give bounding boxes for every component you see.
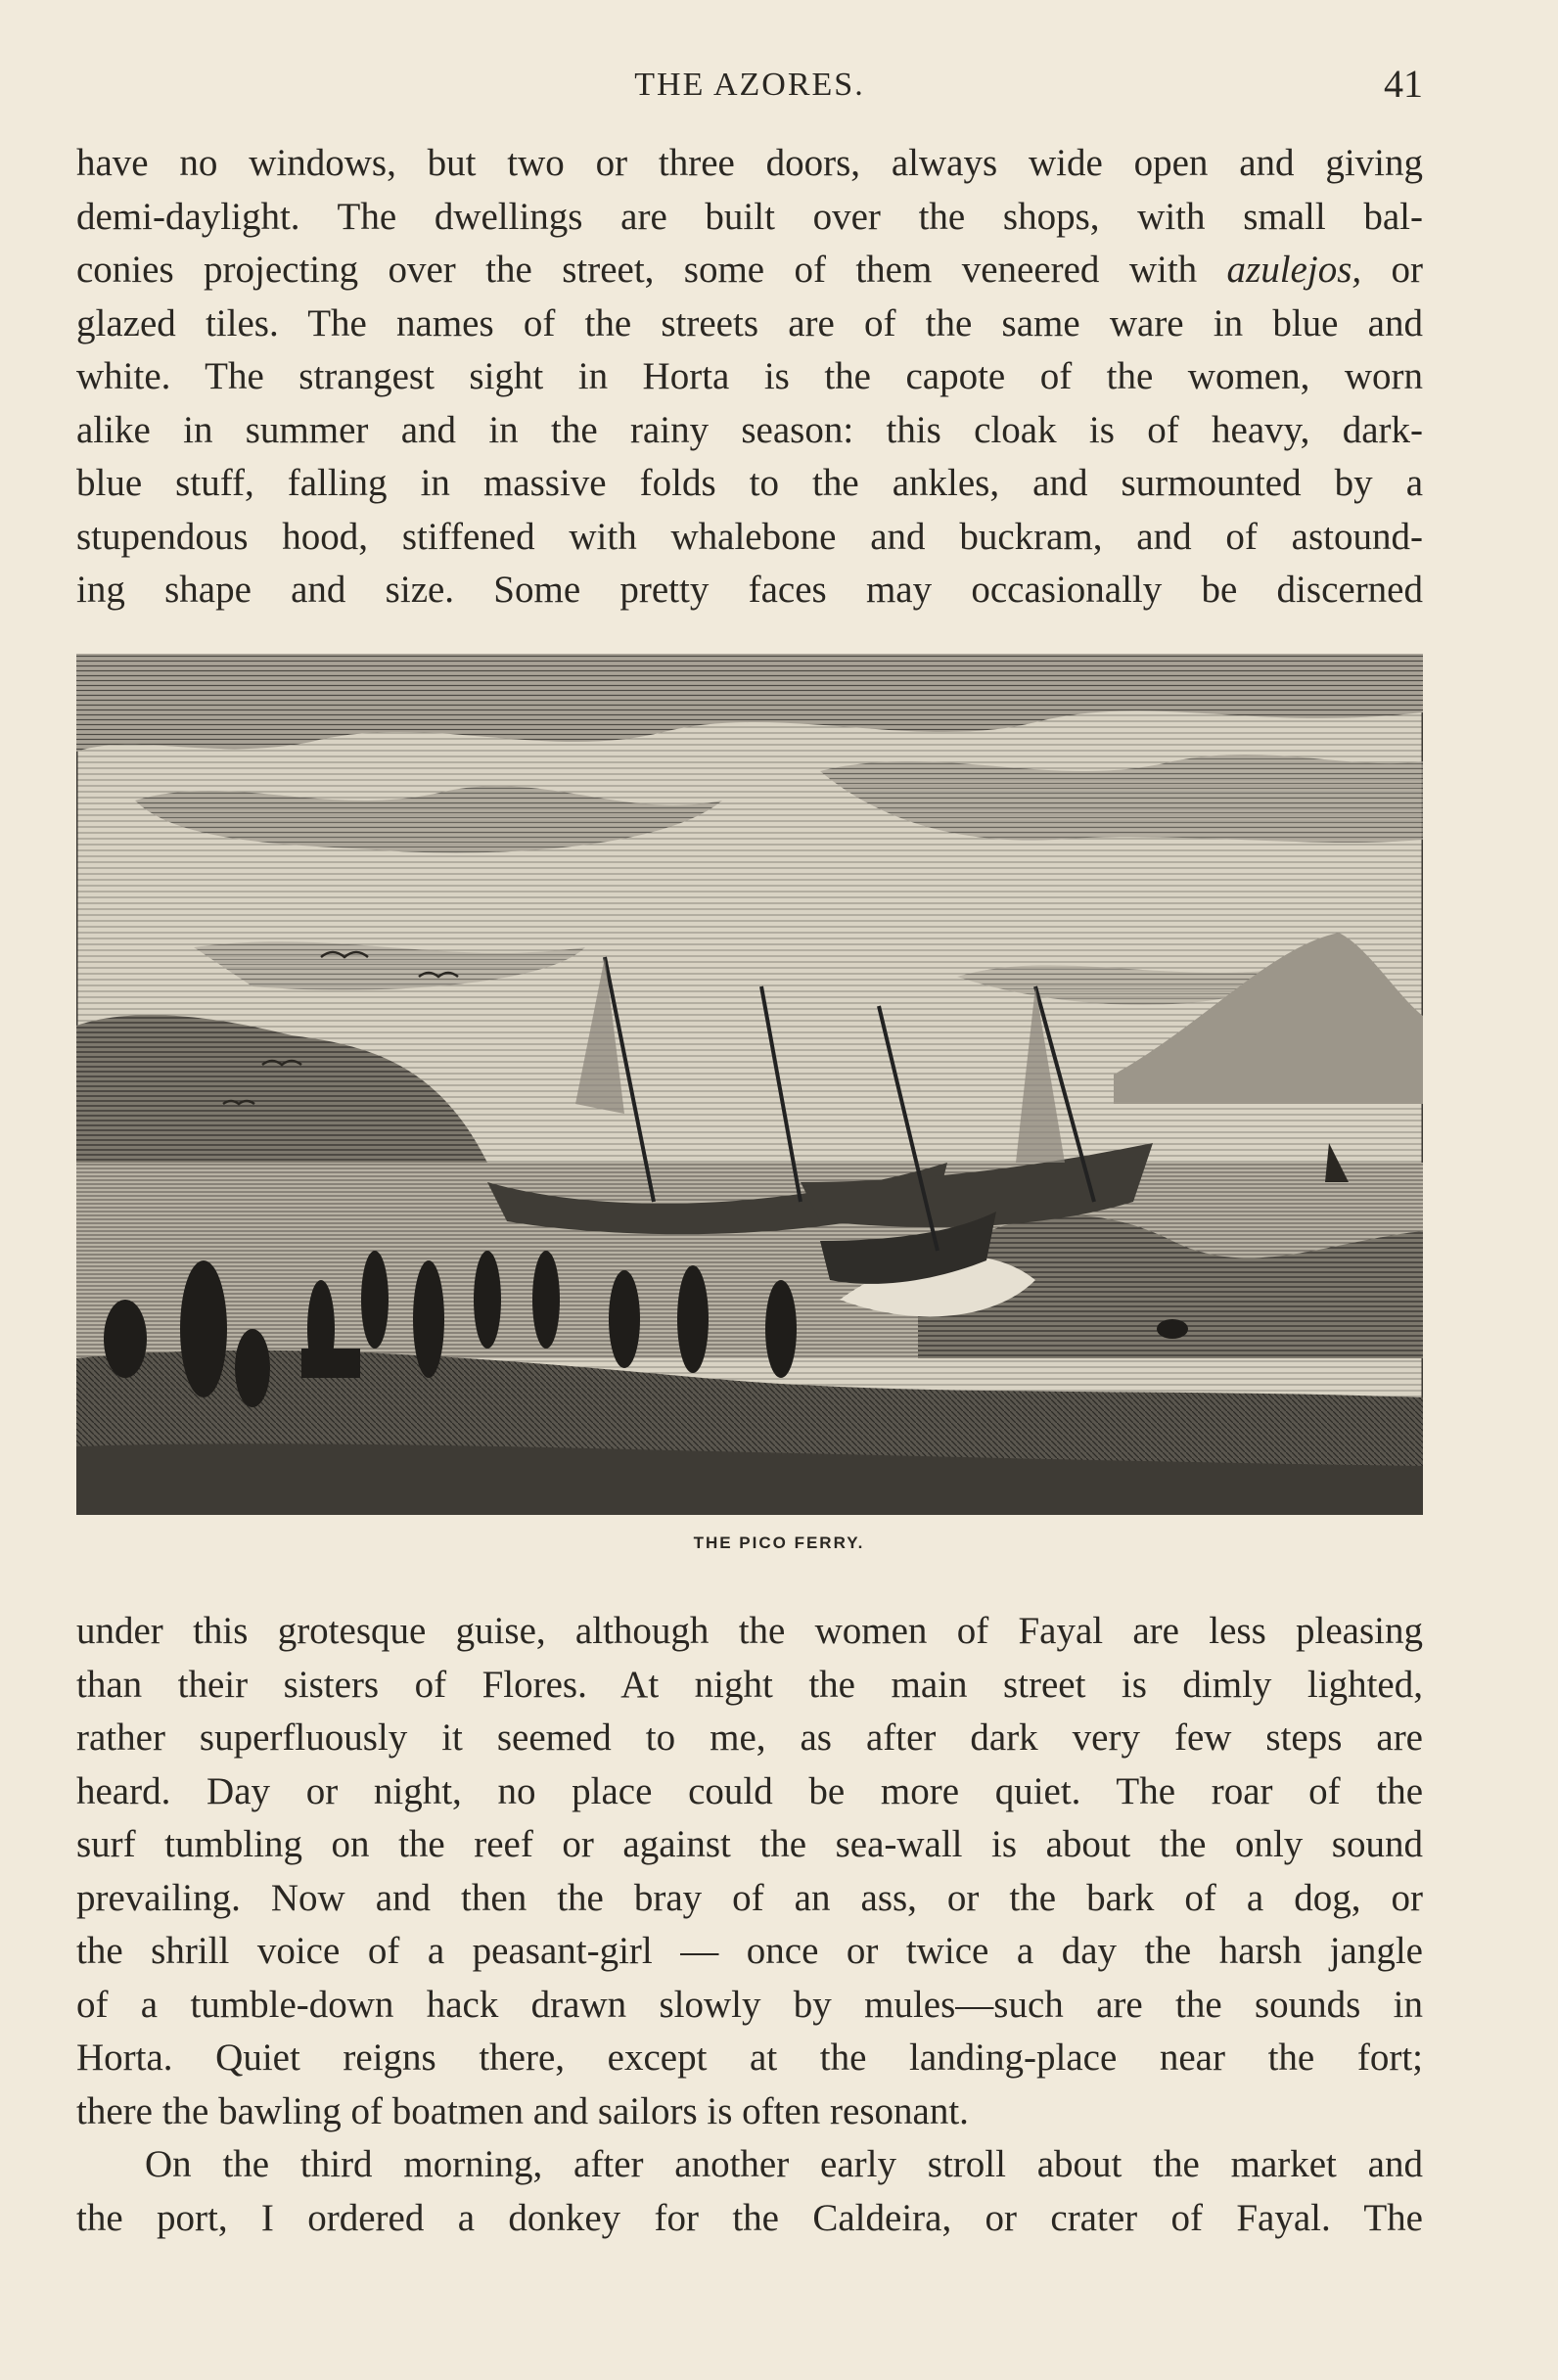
text-line: of a tumble-down hack drawn slowly by mules—such are the sounds in <box>76 1983 1423 2026</box>
text-line: there the bawling of boatmen and sailors is often resonant. <box>76 2089 969 2132</box>
text-line: stupendous hood, stiffened with whalebone and buckram, and of astound- <box>76 515 1423 558</box>
text-line: demi-daylight. The dwellings are built over the shops, with small bal- <box>76 195 1423 238</box>
text-line: prevailing. Now and then the bray of an ass, or the bark of a dog, or <box>76 1876 1423 1919</box>
text-line: On the third morning, after another early stroll about the market and <box>145 2143 1423 2185</box>
text-line: blue stuff, falling in massive folds to the ankles, and surmounted by a <box>76 462 1423 504</box>
running-title: THE AZORES. <box>634 67 865 103</box>
running-head <box>76 61 1423 110</box>
italic-word: azulejos, <box>1226 249 1362 291</box>
engraving-illustration <box>76 654 1423 1515</box>
engraving-picture <box>76 654 1423 1515</box>
text-line: Horta. Quiet reigns there, except at the landing-place near the fort; <box>76 2037 1423 2079</box>
text-line: surf tumbling on the reef or against the sea-wall is about the only sound <box>76 1823 1423 1865</box>
text-line: than their sisters of Flores. At night the main street is dimly lighted, <box>76 1663 1423 1706</box>
text-span: conies projecting over the street, some of them veneered with <box>76 249 1227 291</box>
text-line: alike in summer and in the rainy season: this cloak is of heavy, dark- <box>76 408 1423 451</box>
text-line: glazed tiles. The names of the streets are of the same ware in blue and <box>76 301 1423 344</box>
text-line: the shrill voice of a peasant-girl — once or twice a day the harsh jangle <box>76 1930 1423 1972</box>
paragraph-bottom <box>76 1605 1423 2245</box>
text-line: under this grotesque guise, although the women of Fayal are less pleasing <box>76 1610 1423 1652</box>
text-line <box>76 244 1423 298</box>
text-line: white. The strangest sight in Horta is the capote of the women, worn <box>76 355 1423 397</box>
paragraph-top <box>76 137 1423 618</box>
text-line: the port, I ordered a donkey for the Caldeira, or crater of Fayal. The <box>76 2196 1423 2239</box>
page-number: 41 <box>1384 62 1423 106</box>
text-line: have no windows, but two or three doors, always wide open and giving <box>76 142 1423 184</box>
text-line: ing shape and size. Some pretty faces may occasionally be discerned <box>76 569 1423 611</box>
figure-caption: THE PICO FERRY. <box>693 1533 865 1552</box>
text-line: rather superfluously it seemed to me, as after dark very few steps are <box>76 1716 1423 1759</box>
text-line: heard. Day or night, no place could be more quiet. The roar of the <box>76 1769 1423 1812</box>
text-span: or <box>1361 249 1423 291</box>
